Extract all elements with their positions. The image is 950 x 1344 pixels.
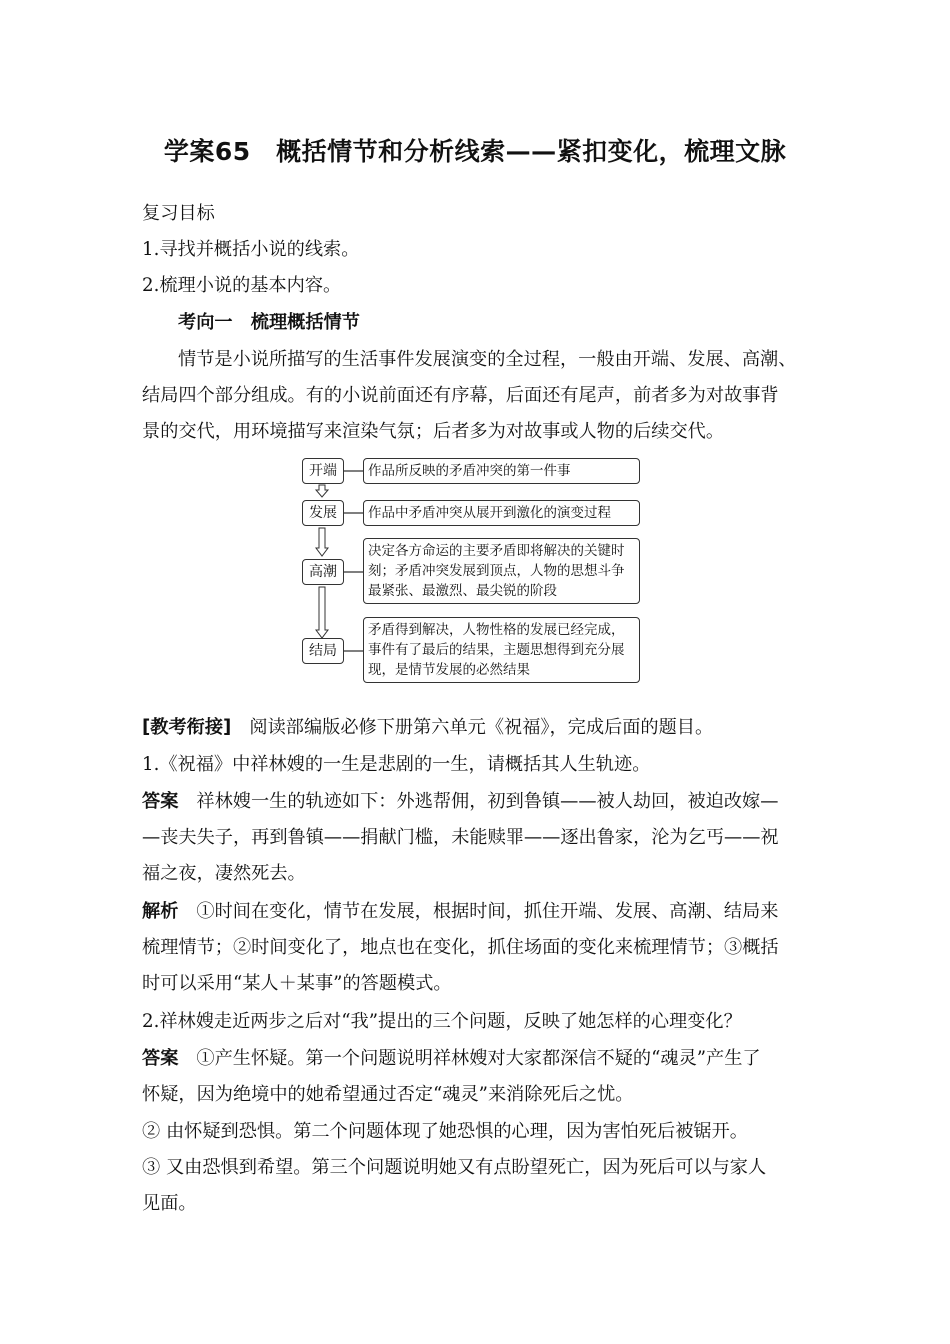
analysis-text: 时可以采用“某人＋某事”的答题模式。 [142, 973, 452, 994]
plot-structure-diagram [300, 452, 652, 688]
stage-development: 发展 [302, 500, 344, 526]
q2-answer-line [142, 1047, 832, 1071]
analysis-text: ①时间在变化，情节在发展，根据时间，抓住开端、发展、高潮、结局来 [196, 901, 779, 922]
paragraph-line: 情节是小说所描写的生活事件发展演变的全过程，一般由开端、发展、高潮、 [178, 349, 797, 370]
review-heading: 复习目标 [142, 203, 215, 224]
answer-text: —丧夫失子，再到鲁镇——捐献门槛，未能赎罪——逐出鲁家，沦为乞丐——祝 [142, 827, 779, 848]
answer-text: 祥林嫂一生的轨迹如下：外逃帮佣，初到鲁镇——被人劫回，被迫改嫁— [196, 791, 779, 812]
stage-ending-desc: 矛盾得到解决，人物性格的发展已经完成，事件有了最后的结果，主题思想得到充分展现，是情节发展的必然结果 [363, 617, 640, 683]
link-label: [教考衔接] [142, 717, 232, 738]
answer-text: 怀疑，因为绝境中的她希望通过否定“魂灵”来消除死后之忧。 [142, 1084, 634, 1105]
down-arrow-icon [316, 587, 328, 638]
answer-label: 答案 [142, 791, 179, 812]
down-arrow-icon [316, 528, 328, 556]
analysis-text: 梳理情节；②时间变化了，地点也在变化，抓住场面的变化来梳理情节；③概括 [142, 937, 779, 958]
answer-text: ③ 又由恐惧到希望。第三个问题说明她又有点盼望死亡，因为死后可以与家人 [142, 1157, 767, 1178]
review-goal-2: 2.梳理小说的基本内容。 [142, 275, 342, 296]
link-text: 阅读部编版必修下册第六单元《祝福》，完成后面的题目。 [249, 717, 714, 738]
review-goal-1: 1.寻找并概括小说的线索。 [142, 239, 360, 260]
stage-opening: 开端 [302, 458, 344, 484]
answer-label: 答案 [142, 1048, 179, 1069]
link-line [142, 716, 832, 740]
question-2: 2.祥林嫂走近两步之后对“我”提出的三个问题，反映了她怎样的心理变化？ [142, 1011, 742, 1032]
stage-climax: 高潮 [302, 559, 344, 585]
question-1: 1.《祝福》中祥林嫂的一生是悲剧的一生，请概括其人生轨迹。 [142, 754, 651, 775]
stage-development-desc: 作品中矛盾冲突从展开到激化的演变过程 [363, 500, 640, 526]
stage-ending: 结局 [302, 638, 344, 664]
section-heading: 考向一 梳理概括情节 [178, 312, 360, 333]
page-title: 学案65 概括情节和分析线索——紧扣变化，梳理文脉 [163, 137, 787, 166]
paragraph-line: 结局四个部分组成。有的小说前面还有序幕，后面还有尾声，前者多为对故事背 [142, 385, 779, 406]
answer-text: ①产生怀疑。第一个问题说明祥林嫂对大家都深信不疑的“魂灵”产生了 [196, 1048, 761, 1069]
stage-climax-desc: 决定各方命运的主要矛盾即将解决的关键时刻；矛盾冲突发展到顶点，人物的思想斗争最紧张、最激烈、最尖锐的阶段 [363, 538, 640, 604]
stage-opening-desc: 作品所反映的矛盾冲突的第一件事 [363, 458, 640, 484]
q1-analysis-line [142, 900, 832, 924]
answer-text: 见面。 [142, 1193, 197, 1214]
analysis-label: 解析 [142, 901, 179, 922]
paragraph-line: 景的交代，用环境描写来渲染气氛；后者多为对故事或人物的后续交代。 [142, 421, 725, 442]
q1-answer-line [142, 790, 832, 814]
answer-text: ② 由怀疑到恐惧。第二个问题体现了她恐惧的心理，因为害怕死后被锯开。 [142, 1121, 748, 1142]
down-arrow-icon [316, 485, 328, 497]
answer-text: 福之夜，凄然死去。 [142, 863, 306, 884]
